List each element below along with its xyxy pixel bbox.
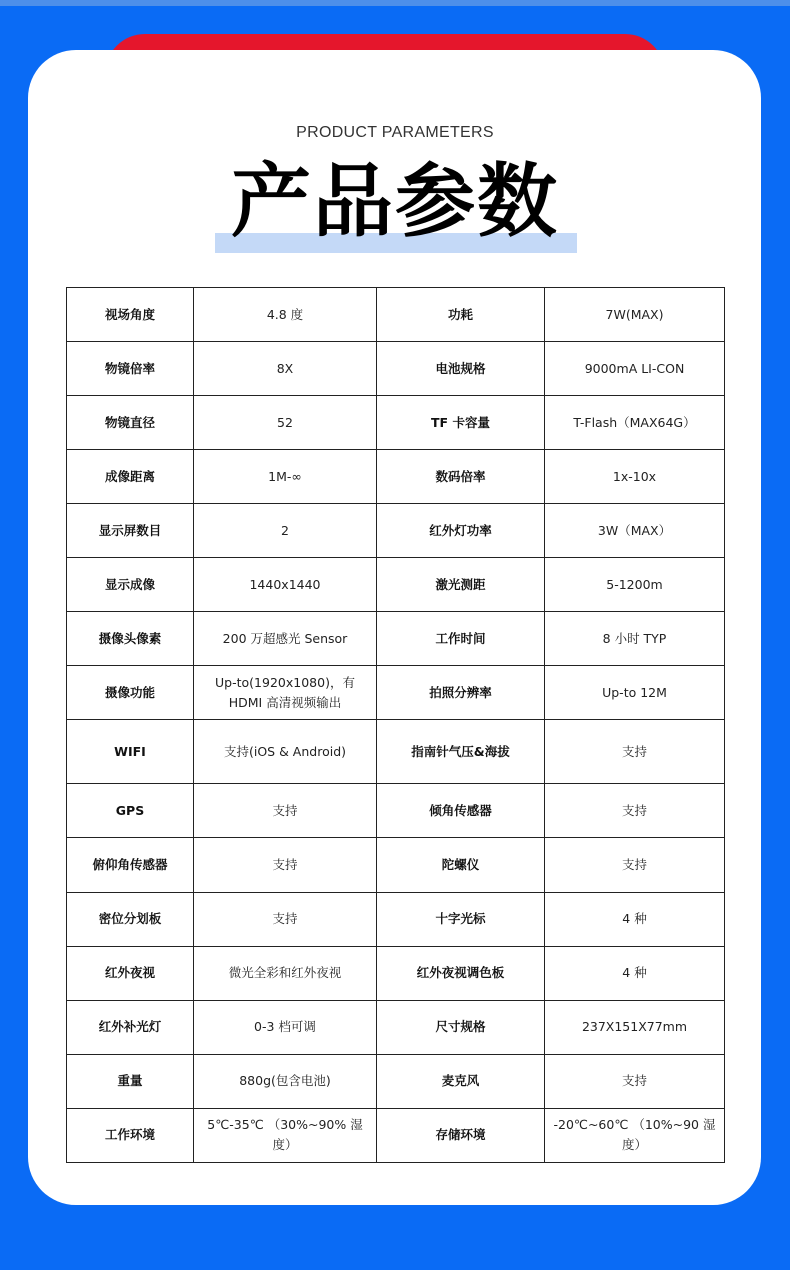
param-name: 工作环境	[67, 1108, 194, 1162]
table-row	[67, 342, 725, 396]
param-name: 数码倍率	[377, 450, 545, 504]
param-name: 红外夜视调色板	[377, 946, 545, 1000]
param-value: 支持	[194, 784, 377, 838]
table-row	[67, 288, 725, 342]
param-name: 物镜直径	[67, 396, 194, 450]
param-name: 成像距离	[67, 450, 194, 504]
param-value: 0-3 档可调	[194, 1000, 377, 1054]
param-name: 倾角传感器	[377, 784, 545, 838]
param-name: 拍照分辨率	[377, 666, 545, 720]
param-value: -20℃~60℃ （10%~90 湿度）	[545, 1108, 725, 1162]
table-row	[67, 720, 725, 784]
param-value: 237X151X77mm	[545, 1000, 725, 1054]
top-stripe	[0, 0, 790, 6]
param-value: 7W(MAX)	[545, 288, 725, 342]
param-name: 激光测距	[377, 558, 545, 612]
param-value: 3W（MAX）	[545, 504, 725, 558]
param-value: Up-to 12M	[545, 666, 725, 720]
table-row	[67, 1054, 725, 1108]
param-name: GPS	[67, 784, 194, 838]
param-value: 支持	[545, 1054, 725, 1108]
table-row	[67, 946, 725, 1000]
param-name: 重量	[67, 1054, 194, 1108]
param-value: 微光全彩和红外夜视	[194, 946, 377, 1000]
param-name: 摄像功能	[67, 666, 194, 720]
param-value: 支持	[194, 838, 377, 892]
table-row	[67, 558, 725, 612]
param-name: 物镜倍率	[67, 342, 194, 396]
param-name: WIFI	[67, 720, 194, 784]
table-row	[67, 838, 725, 892]
table-row	[67, 504, 725, 558]
param-value: 200 万超感光 Sensor	[194, 612, 377, 666]
param-value: 880g(包含电池)	[194, 1054, 377, 1108]
param-name: 指南针气压&海拔	[377, 720, 545, 784]
param-value: 8 小时 TYP	[545, 612, 725, 666]
param-value: 4.8 度	[194, 288, 377, 342]
param-name: TF 卡容量	[377, 396, 545, 450]
param-name: 视场角度	[67, 288, 194, 342]
param-value: 5℃-35℃ （30%~90% 湿度）	[194, 1108, 377, 1162]
param-value: 8X	[194, 342, 377, 396]
subtitle: PRODUCT PARAMETERS	[296, 124, 494, 141]
page-title: 产品参数	[231, 155, 559, 248]
param-name: 显示屏数目	[67, 504, 194, 558]
table-row	[67, 892, 725, 946]
param-name: 存储环境	[377, 1108, 545, 1162]
param-value: 4 种	[545, 892, 725, 946]
param-value: 4 种	[545, 946, 725, 1000]
param-name: 俯仰角传感器	[67, 838, 194, 892]
param-name: 密位分划板	[67, 892, 194, 946]
param-name: 红外灯功率	[377, 504, 545, 558]
parameters-table	[66, 287, 725, 1163]
param-name: 尺寸规格	[377, 1000, 545, 1054]
table-row	[67, 1108, 725, 1162]
param-value: 支持	[545, 720, 725, 784]
param-value: 52	[194, 396, 377, 450]
param-value: Up-to(1920x1080)，有 HDMI 高清视频输出	[194, 666, 377, 720]
param-name: 功耗	[377, 288, 545, 342]
param-value: 1440x1440	[194, 558, 377, 612]
table-row	[67, 1000, 725, 1054]
param-name: 工作时间	[377, 612, 545, 666]
param-value: T-Flash（MAX64G）	[545, 396, 725, 450]
param-value: 9000mA LI-CON	[545, 342, 725, 396]
param-name: 陀螺仪	[377, 838, 545, 892]
param-value: 支持	[194, 892, 377, 946]
table-row	[67, 450, 725, 504]
param-value: 1M-∞	[194, 450, 377, 504]
param-name: 摄像头像素	[67, 612, 194, 666]
param-value: 1x-10x	[545, 450, 725, 504]
param-name: 红外补光灯	[67, 1000, 194, 1054]
table-row	[67, 612, 725, 666]
param-name: 麦克风	[377, 1054, 545, 1108]
param-value: 5-1200m	[545, 558, 725, 612]
param-value: 2	[194, 504, 377, 558]
param-value: 支持	[545, 784, 725, 838]
table-row	[67, 784, 725, 838]
param-name: 显示成像	[67, 558, 194, 612]
param-name: 十字光标	[377, 892, 545, 946]
param-name: 红外夜视	[67, 946, 194, 1000]
param-value: 支持	[545, 838, 725, 892]
table-row	[67, 396, 725, 450]
param-value: 支持(iOS & Android)	[194, 720, 377, 784]
table-row	[67, 666, 725, 720]
param-name: 电池规格	[377, 342, 545, 396]
